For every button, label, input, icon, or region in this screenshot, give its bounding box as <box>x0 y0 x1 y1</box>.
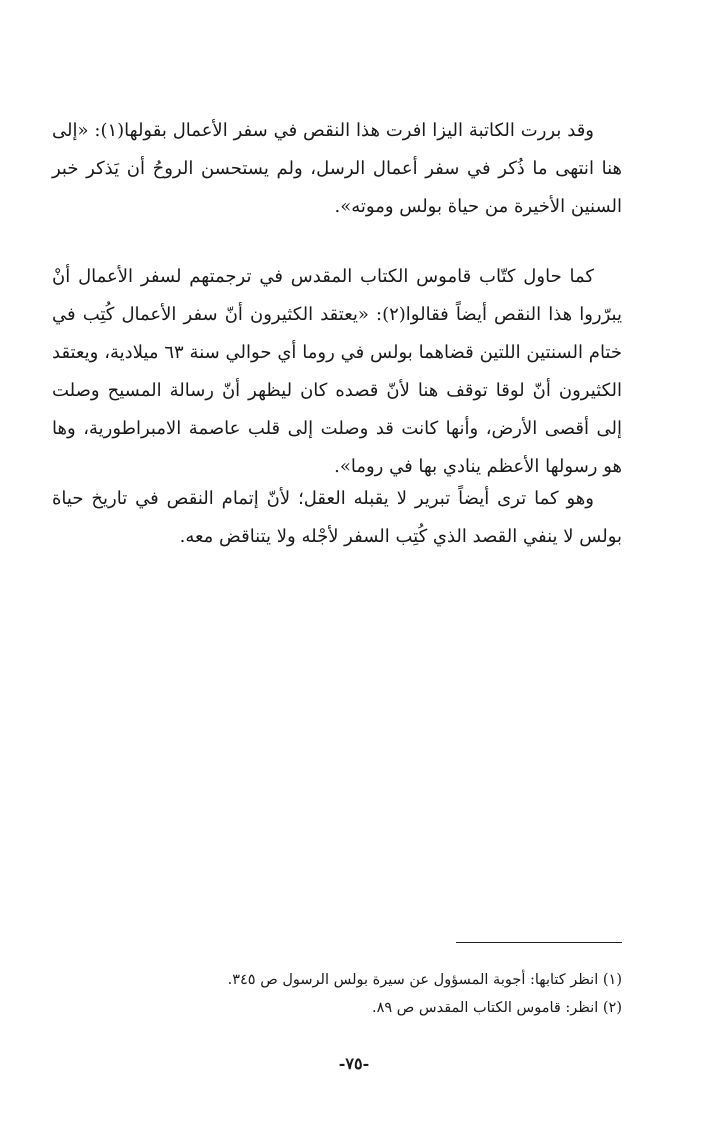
paragraph-3 <box>52 480 622 556</box>
footnotes <box>52 966 622 1022</box>
paragraph-1 <box>52 112 622 226</box>
footnote-divider <box>456 942 622 943</box>
paragraph-2 <box>52 258 622 486</box>
paragraph-1-text: وقد بررت الكاتبة اليزا افرت هذا النقص في سفر الأعمال بقولها(١): «إلى هنا انتهى ما ذُكر في سفر أعمال الرسل، ولم يستحسن الروحُ أن يَذكر خبر السنين الأخيرة من حياة بولس وموته». <box>52 120 622 217</box>
paragraph-2-text: كما حاول كتّاب قاموس الكتاب المقدس في ترجمتهم لسفر الأعمال أنْ يبرّروا هذا النقص أيضاً فقالوا(٢): «يعتقد الكثيرون أنّ سفر الأعمال كُتِب في ختام السنتين اللتين قضاهما بولس في روما أي حوالي سنة ٦٣ ميلادية، ويعتقد الكثيرون أنّ لوقا توقف هنا لأنّ قصده كان ليظهر أنّ رسالة المسيح وصلت إلى أقصى الأرض، وأنها كانت قد وصلت إلى قلب عاصمة الامبراطورية، وها هو رسولها الأعظم ينادي بها في روما». <box>52 266 622 477</box>
paragraph-3-text: وهو كما ترى أيضاً تبرير لا يقبله العقل؛ لأنّ إتمام النقص في تاريخ حياة بولس لا ينفي القصد الذي كُتِب السفر لأجْله ولا يتناقض معه. <box>52 488 622 547</box>
page-number: -٧٥- <box>338 1054 370 1073</box>
footnote-1: (١) انظر كتابها: أجوبة المسؤول عن سيرة بولس الرسول ص ٣٤٥. <box>227 972 622 988</box>
footnote-2: (٢) انظر: قاموس الكتاب المقدس ص ٨٩. <box>371 1000 622 1016</box>
